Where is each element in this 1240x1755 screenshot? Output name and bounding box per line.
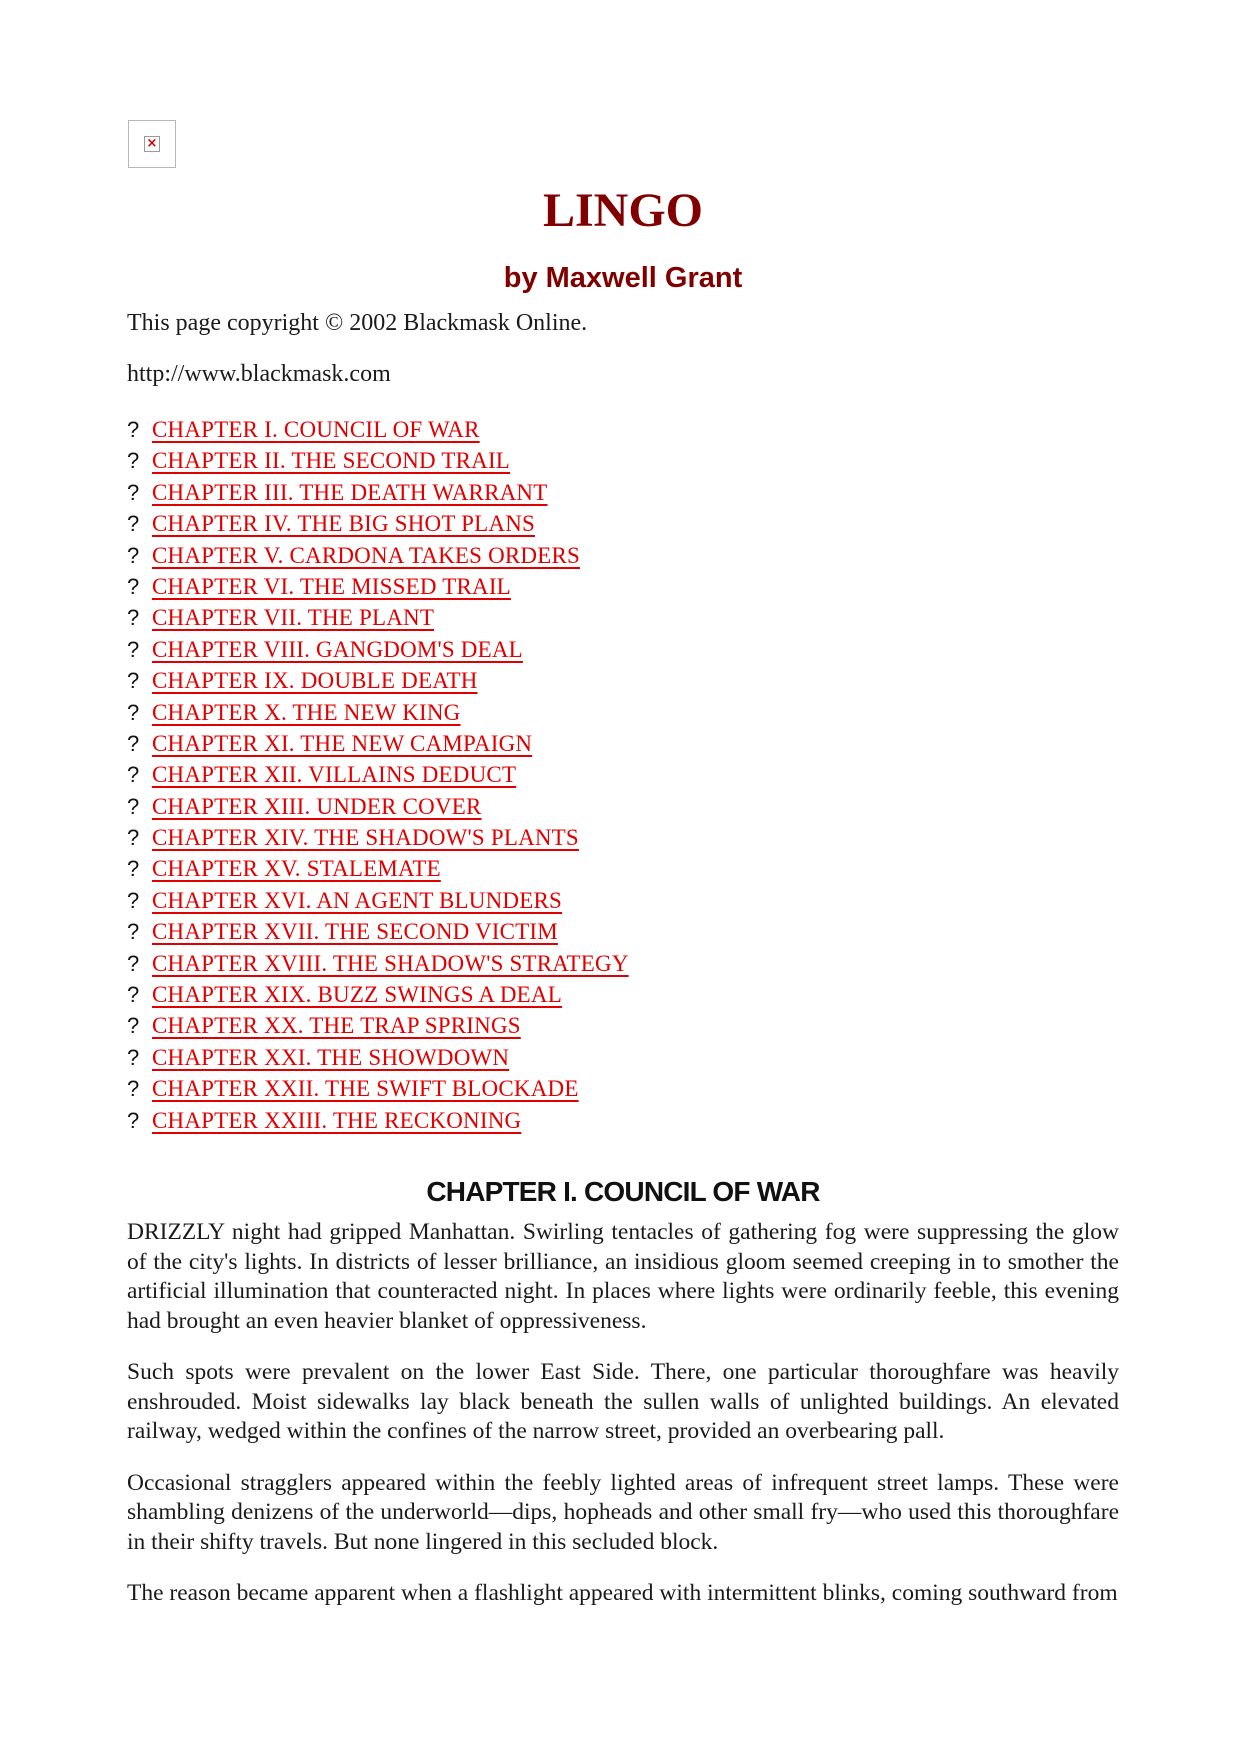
toc-bullet: ? (127, 511, 140, 537)
toc-link-chapter-3[interactable]: CHAPTER III. THE DEATH WARRANT (152, 479, 548, 505)
toc-item (127, 853, 629, 884)
toc-bullet: ? (127, 950, 140, 976)
toc-bullet: ? (127, 636, 140, 662)
toc-item (127, 508, 629, 539)
toc-link-chapter-20[interactable]: CHAPTER XX. THE TRAP SPRINGS (152, 1013, 521, 1039)
toc-bullet: ? (127, 479, 140, 505)
toc-link-chapter-9[interactable]: CHAPTER IX. DOUBLE DEATH (152, 668, 478, 694)
toc-item (127, 916, 629, 947)
toc-link-chapter-13[interactable]: CHAPTER XIII. UNDER COVER (152, 793, 482, 819)
site-url: http://www.blackmask.com (127, 361, 391, 387)
toc-bullet: ? (127, 1013, 140, 1039)
toc-bullet: ? (127, 793, 140, 819)
toc-bullet: ? (127, 542, 140, 568)
toc-item (127, 697, 629, 728)
toc-bullet: ? (127, 668, 140, 694)
toc-link-chapter-23[interactable]: CHAPTER XXIII. THE RECKONING (152, 1107, 522, 1133)
toc-bullet: ? (127, 762, 140, 788)
chapter-paragraph: Such spots were prevalent on the lower East Side. There, one particular thoroughfare was heavily enshrouded. Moist sidewalks lay black beneath the sullen walls of unlighted buildings. An elevated railway, wedged within the confines of the narrow street, provided an overbearing pall. (127, 1359, 1119, 1444)
toc-bullet: ? (127, 1044, 140, 1070)
chapter-body (127, 1218, 1119, 1631)
toc-bullet: ? (127, 887, 140, 913)
toc-item (127, 634, 629, 665)
toc-link-chapter-11[interactable]: CHAPTER XI. THE NEW CAMPAIGN (152, 730, 533, 756)
toc-bullet: ? (127, 1076, 140, 1102)
toc-bullet: ? (127, 573, 140, 599)
toc-link-chapter-10[interactable]: CHAPTER X. THE NEW KING (152, 699, 461, 725)
table-of-contents (127, 414, 629, 1136)
toc-item (127, 602, 629, 633)
toc-item (127, 665, 629, 696)
toc-link-chapter-6[interactable]: CHAPTER VI. THE MISSED TRAIL (152, 573, 511, 599)
toc-bullet: ? (127, 730, 140, 756)
toc-link-chapter-19[interactable]: CHAPTER XIX. BUZZ SWINGS A DEAL (152, 982, 562, 1008)
toc-item (127, 1105, 629, 1136)
toc-item (127, 445, 629, 476)
toc-item (127, 1010, 629, 1041)
toc-item (127, 571, 629, 602)
toc-link-chapter-21[interactable]: CHAPTER XXI. THE SHOWDOWN (152, 1044, 510, 1070)
toc-link-chapter-7[interactable]: CHAPTER VII. THE PLANT (152, 605, 435, 631)
toc-link-chapter-22[interactable]: CHAPTER XXII. THE SWIFT BLOCKADE (152, 1076, 579, 1102)
toc-bullet: ? (127, 699, 140, 725)
toc-link-chapter-12[interactable]: CHAPTER XII. VILLAINS DEDUCT (152, 762, 517, 788)
toc-link-chapter-4[interactable]: CHAPTER IV. THE BIG SHOT PLANS (152, 511, 535, 537)
toc-bullet: ? (127, 448, 140, 474)
book-author: by Maxwell Grant (503, 262, 743, 294)
toc-item (127, 885, 629, 916)
toc-link-chapter-18[interactable]: CHAPTER XVIII. THE SHADOW'S STRATEGY (152, 950, 629, 976)
toc-item (127, 822, 629, 853)
chapter-heading: CHAPTER I. COUNCIL OF WAR (426, 1176, 820, 1207)
toc-bullet: ? (127, 825, 140, 851)
toc-bullet: ? (127, 982, 140, 1008)
broken-image-icon: × (144, 136, 160, 152)
toc-item (127, 477, 629, 508)
chapter-paragraph: Occasional stragglers appeared within the feebly lighted areas of infrequent street lamps. These were shambling denizens of the underworld—dips, hopheads and other small fry—who used this thoroughfare in their shifty travels. But none lingered in this secluded block. (127, 1469, 1119, 1555)
toc-link-chapter-15[interactable]: CHAPTER XV. STALEMATE (152, 856, 441, 882)
toc-bullet: ? (127, 605, 140, 631)
toc-link-chapter-17[interactable]: CHAPTER XVII. THE SECOND VICTIM (152, 919, 558, 945)
chapter-paragraph: DRIZZLY night had gripped Manhattan. Swirling tentacles of gathering fog were suppressing the glow of the city's lights. In districts of lesser brilliance, an insidious gloom seemed creeping in to smother the artificial illumination that counteracted night. In places where lights were ordinarily feeble, this evening had brought an even heavier blanket of oppressiveness. (127, 1219, 1119, 1334)
broken-image-placeholder (128, 120, 176, 168)
toc-link-chapter-2[interactable]: CHAPTER II. THE SECOND TRAIL (152, 448, 511, 474)
toc-link-chapter-14[interactable]: CHAPTER XIV. THE SHADOW'S PLANTS (152, 825, 579, 851)
toc-item (127, 1073, 629, 1104)
toc-item (127, 948, 629, 979)
toc-item (127, 1042, 629, 1073)
chapter-paragraph: The reason became apparent when a flashlight appeared with intermittent blinks, coming southward from (127, 1580, 1118, 1606)
toc-item (127, 979, 629, 1010)
book-title: LINGO (542, 184, 704, 237)
toc-link-chapter-16[interactable]: CHAPTER XVI. AN AGENT BLUNDERS (152, 887, 563, 913)
toc-bullet: ? (127, 856, 140, 882)
toc-bullet: ? (127, 417, 140, 442)
toc-link-chapter-1[interactable]: CHAPTER I. COUNCIL OF WAR (152, 417, 480, 442)
toc-item (127, 791, 629, 822)
toc-item (127, 414, 629, 445)
toc-item (127, 759, 629, 790)
toc-link-chapter-8[interactable]: CHAPTER VIII. GANGDOM'S DEAL (152, 636, 523, 662)
toc-bullet: ? (127, 919, 140, 945)
toc-item (127, 728, 629, 759)
copyright-notice: This page copyright © 2002 Blackmask Online. (127, 310, 588, 336)
toc-bullet: ? (127, 1107, 140, 1133)
toc-item (127, 540, 629, 571)
toc-link-chapter-5[interactable]: CHAPTER V. CARDONA TAKES ORDERS (152, 542, 581, 568)
